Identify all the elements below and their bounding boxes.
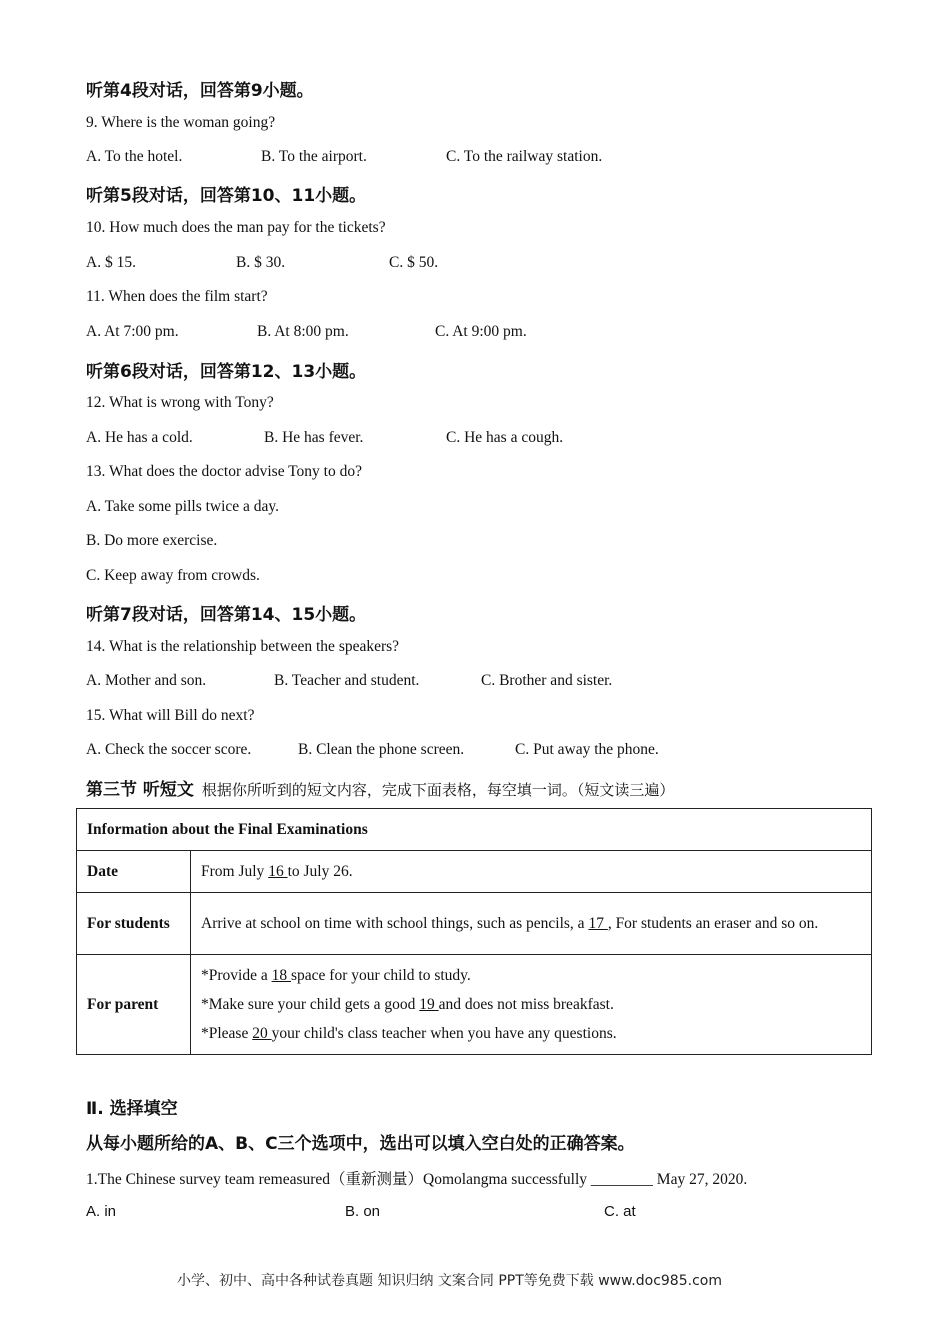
- q15-option-b: B. Clean the phone screen.: [298, 741, 465, 758]
- parent-line-2: [201, 990, 861, 1019]
- q13-option-b: B. Do more exercise.: [86, 532, 218, 549]
- section-heading-5: 听第5段对话，回答第10、11小题。: [86, 186, 367, 206]
- parent-line1-pre: *Provide a: [201, 967, 272, 984]
- p2-q1-post: May 27, 2020.: [652, 1171, 748, 1188]
- row-value-parent: [191, 955, 872, 1055]
- students-text-pre: Arrive at school on time with school things, such as pencils, a: [201, 915, 589, 932]
- q10-option-b: B. $ 30.: [236, 254, 286, 271]
- parent-line3-pre: *Please: [201, 1025, 253, 1042]
- parent-line2-pre: *Make sure your child gets a good: [201, 996, 420, 1013]
- section-three-heading: [86, 775, 674, 800]
- blank-19: 19: [419, 996, 439, 1013]
- parent-line1-post: space for your child to study.: [290, 967, 471, 984]
- question-9: 9. Where is the woman going?: [86, 114, 276, 131]
- p2-q1-pre: 1.The Chinese survey team remeasured（重新测量）Qomolangma successfully: [86, 1171, 591, 1188]
- blank-18: 18: [271, 967, 291, 984]
- q14-option-c: C. Brother and sister.: [481, 672, 613, 689]
- parent-line-3: [201, 1019, 861, 1048]
- question-11: 11. When does the film start?: [86, 288, 268, 305]
- row-value-date: [191, 851, 872, 893]
- blank-20: 20: [252, 1025, 272, 1042]
- section-heading-6: 听第6段对话，回答第12、13小题。: [86, 362, 367, 382]
- q13-option-a: A. Take some pills twice a day.: [86, 498, 280, 515]
- section-three-instructions: 根据你所听到的短文内容，完成下面表格，每空填一词。（短文读三遍）: [201, 781, 675, 799]
- section-heading-7: 听第7段对话，回答第14、15小题。: [86, 605, 367, 625]
- q11-option-a: A. At 7:00 pm.: [86, 323, 179, 340]
- question-12: 12. What is wrong with Tony?: [86, 394, 274, 411]
- q15-option-c: C. Put away the phone.: [515, 741, 659, 758]
- parent-line3-post: your child's class teacher when you have any questions.: [271, 1025, 617, 1042]
- q9-option-b: B. To the airport.: [261, 148, 367, 165]
- q12-option-c: C. He has a cough.: [446, 429, 564, 446]
- row-label-students: For students: [77, 893, 191, 955]
- part-two-question-1: [86, 1167, 747, 1189]
- blank-16: 16: [268, 862, 288, 880]
- row-label-date: Date: [77, 851, 191, 893]
- info-table: [76, 808, 872, 1055]
- table-header: Information about the Final Examinations: [77, 809, 872, 851]
- q9-option-c: C. To the railway station.: [446, 148, 603, 165]
- q12-option-b: B. He has fever.: [264, 429, 364, 446]
- q10-option-c: C. $ 50.: [389, 254, 439, 271]
- p2-q1-option-c: C. at: [604, 1203, 636, 1220]
- date-text-pre: From July: [201, 862, 269, 880]
- q9-option-a: A. To the hotel.: [86, 148, 183, 165]
- q14-option-b: B. Teacher and student.: [274, 672, 420, 689]
- q12-option-a: A. He has a cold.: [86, 429, 193, 446]
- question-13: 13. What does the doctor advise Tony to do?: [86, 463, 362, 480]
- q11-option-c: C. At 9:00 pm.: [435, 323, 527, 340]
- page-footer: 小学、初中、高中各种试卷真题 知识归纳 文案合同 PPT等免费下载 www.doc985.com: [177, 1273, 722, 1289]
- question-15: 15. What will Bill do next?: [86, 707, 255, 724]
- p2-q1-option-b: B. on: [345, 1203, 381, 1220]
- parent-line2-post: and does not miss breakfast.: [438, 996, 614, 1013]
- q11-option-b: B. At 8:00 pm.: [257, 323, 349, 340]
- q10-option-a: A. $ 15.: [86, 254, 136, 271]
- section-three-title: 第三节 听短文: [86, 780, 194, 800]
- q14-option-a: A. Mother and son.: [86, 672, 207, 689]
- section-heading-4: 听第4段对话，回答第9小题。: [86, 81, 314, 101]
- part-two-title: Ⅱ. 选择填空: [86, 1099, 178, 1119]
- blank-17: 17: [588, 915, 608, 932]
- parent-line-1: [201, 961, 861, 990]
- date-text-post: to July 26.: [287, 862, 353, 880]
- question-10: 10. How much does the man pay for the tickets?: [86, 219, 386, 236]
- question-14: 14. What is the relationship between the speakers?: [86, 638, 400, 655]
- p2-q1-option-a: A. in: [86, 1203, 117, 1220]
- q15-option-a: A. Check the soccer score.: [86, 741, 252, 758]
- row-label-parent: For parent: [77, 955, 191, 1055]
- row-value-students: [191, 893, 872, 955]
- q13-option-c: C. Keep away from crowds.: [86, 567, 260, 584]
- p2-q1-blank: ________: [590, 1171, 653, 1188]
- students-text-post: , For students an eraser and so on.: [607, 915, 819, 932]
- part-two-instructions: 从每小题所给的A、B、C三个选项中，选出可以填入空白处的正确答案。: [86, 1134, 635, 1154]
